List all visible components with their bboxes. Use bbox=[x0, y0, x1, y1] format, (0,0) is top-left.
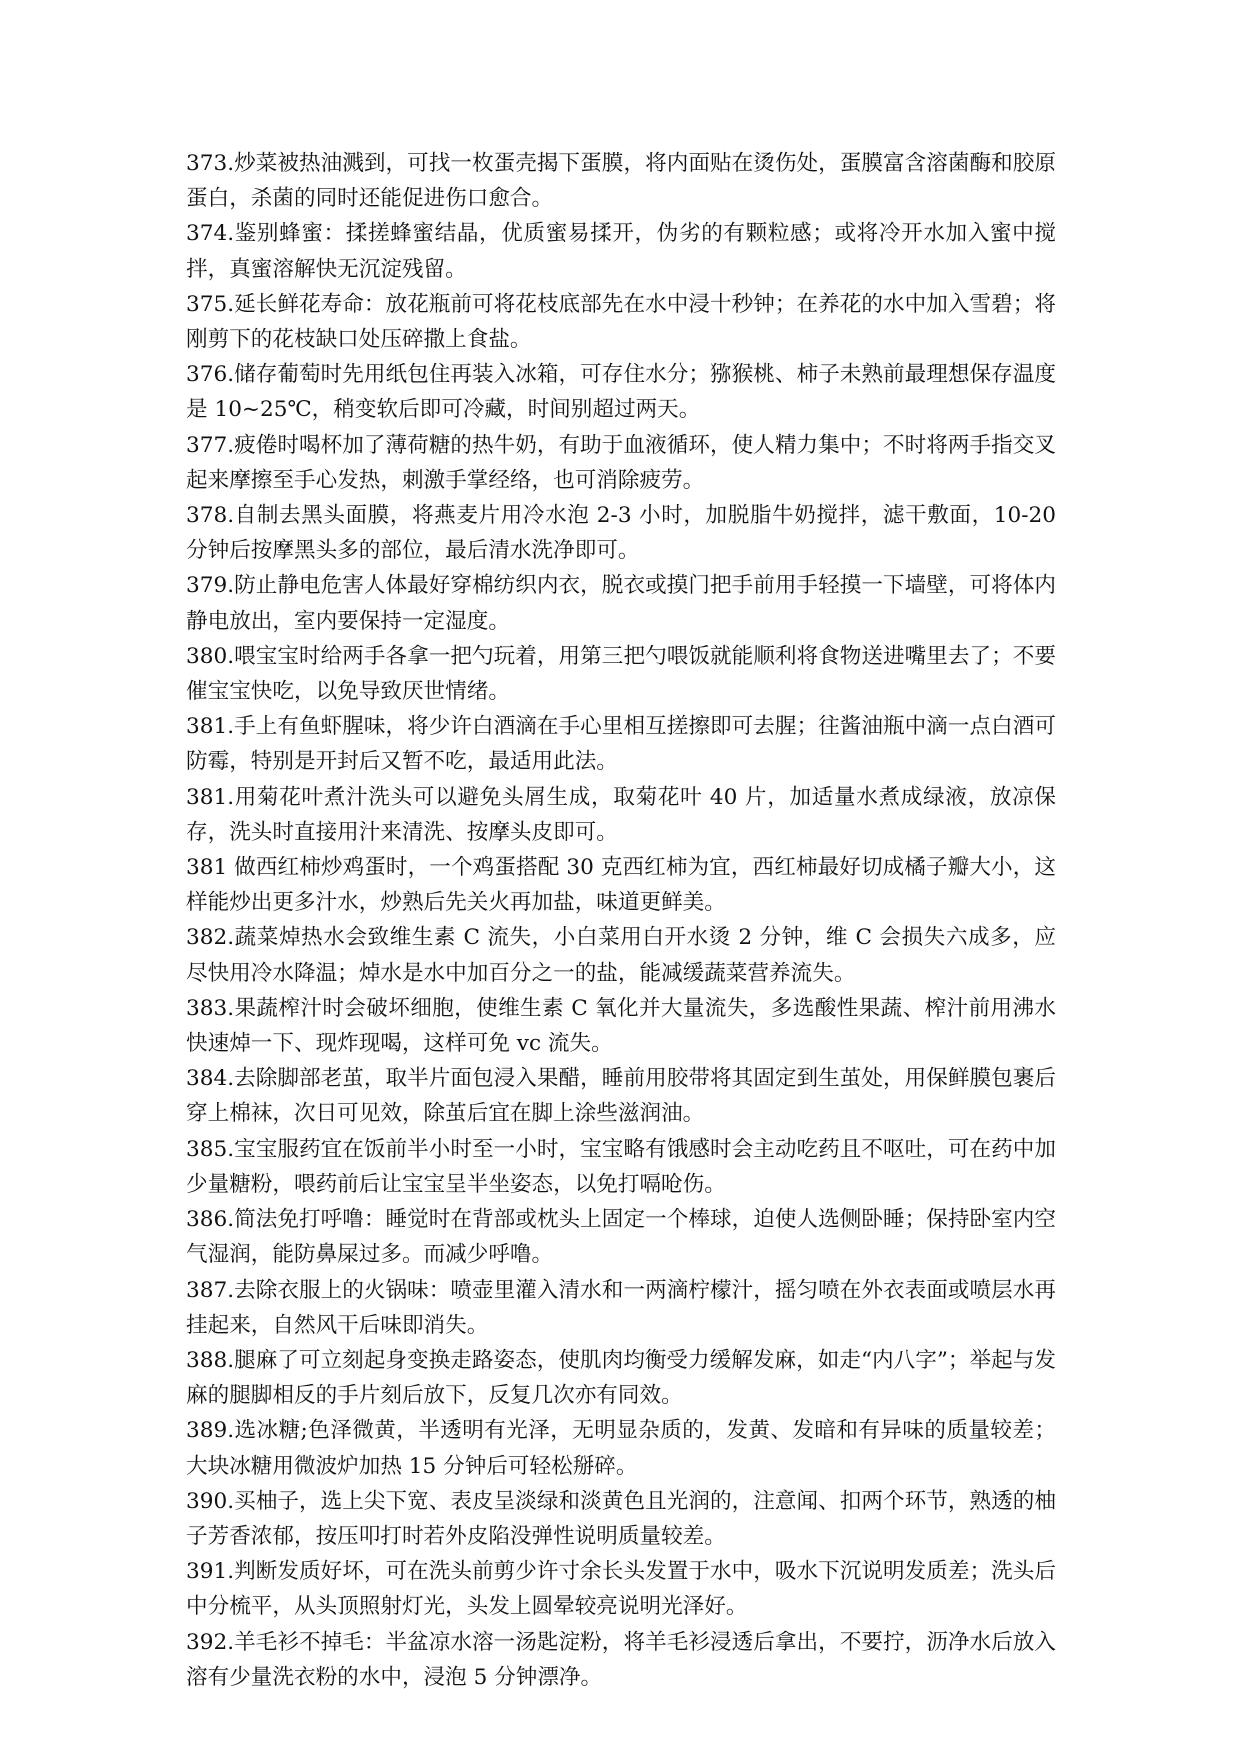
tip-374: 374.鉴别蜂蜜：揉搓蜂蜜结晶，优质蜜易揉开，伪劣的有颗粒感；或将冷开水加入蜜中搅拌，真蜜溶解快无沉淀残留。 bbox=[186, 221, 1056, 282]
tip-373: 373.炒菜被热油溅到，可找一枚蛋壳揭下蛋膜，将内面贴在烫伤处，蛋膜富含溶菌酶和胶原蛋白，杀菌的同时还能促进伤口愈合。 bbox=[186, 151, 1056, 212]
tip-389: 389.选冰糖;色泽微黄，半透明有光泽，无明显杂质的，发黄、发暗和有异味的质量较差；大块冰糖用微波炉加热 15 分钟后可轻松掰碎。 bbox=[186, 1418, 1056, 1479]
tip-378: 378.自制去黑头面膜，将燕麦片用冷水泡 2-3 小时，加脱脂牛奶搅拌，滤干敷面，10-20 分钟后按摩黑头多的部位，最后清水洗净即可。 bbox=[186, 503, 1056, 564]
tip-390: 390.买柚子，选上尖下宽、表皮呈淡绿和淡黄色且光润的，注意闻、扣两个环节，熟透的柚子芳香浓郁，按压叩打时若外皮陷没弹性说明质量较差。 bbox=[186, 1488, 1056, 1549]
tip-387: 387.去除衣服上的火锅味：喷壶里灌入清水和一两滴柠檬汁，摇匀喷在外衣表面或喷层水再挂起来，自然风干后味即消失。 bbox=[186, 1277, 1056, 1338]
tip-381-fish-smell: 381.手上有鱼虾腥味，将少许白酒滴在手心里相互搓擦即可去腥；往酱油瓶中滴一点白酒可防霉，特别是开封后又暂不吃，最适用此法。 bbox=[186, 714, 1056, 775]
tip-380: 380.喂宝宝时给两手各拿一把勺玩着，用第三把勺喂饭就能顺利将食物送进嘴里去了；不要催宝宝快吃，以免导致厌世情绪。 bbox=[186, 643, 1056, 705]
tip-381-chrysanthemum: 381.用菊花叶煮汁洗头可以避免头屑生成，取菊花叶 40 片，加适量水煮成绿液，放凉保存，洗头时直接用汁来清洗、按摩头皮即可。 bbox=[186, 784, 1056, 845]
tip-385: 385.宝宝服药宜在饭前半小时至一小时，宝宝略有饿感时会主动吃药且不呕吐，可在药中加少量糖粉，喂药前后让宝宝呈半坐姿态，以免打嗝呛伤。 bbox=[186, 1136, 1056, 1197]
tip-382: 382.蔬菜焯热水会致维生素 C 流失，小白菜用白开水烫 2 分钟，维 C 会损失六成多，应尽快用冷水降温；焯水是水中加百分之一的盐，能减缓蔬菜营养流失。 bbox=[186, 925, 1056, 986]
tip-379: 379.防止静电危害人体最好穿棉纺织内衣，脱衣或摸门把手前用手轻摸一下墙壁，可将体内静电放出，室内要保持一定湿度。 bbox=[186, 573, 1056, 634]
tip-376: 376.储存葡萄时先用纸包住再装入冰箱，可存住水分；猕猴桃、柿子未熟前最理想保存温度是 10~25℃，稍变软后即可冷藏，时间别超过两天。 bbox=[186, 362, 1056, 423]
tip-377: 377.疲倦时喝杯加了薄荷糖的热牛奶，有助于血液循环，使人精力集中；不时将两手指交叉起来摩擦至手心发热，刺激手掌经络，也可消除疲劳。 bbox=[186, 432, 1056, 493]
tip-384: 384.去除脚部老茧，取半片面包浸入果醋，睡前用胶带将其固定到生茧处，用保鲜膜包裹后穿上棉袜，次日可见效，除茧后宜在脚上涂些滋润油。 bbox=[186, 1066, 1056, 1127]
tip-383: 383.果蔬榨汁时会破坏细胞，使维生素 C 氧化并大量流失，多选酸性果蔬、榨汁前用沸水快速焯一下、现炸现喝，这样可免 vc 流失。 bbox=[186, 995, 1056, 1057]
tip-386: 386.简法免打呼噜：睡觉时在背部或枕头上固定一个棒球，迫使人选侧卧睡；保持卧室内空气湿润，能防鼻屎过多。而减少呼噜。 bbox=[186, 1207, 1056, 1268]
tips-list bbox=[186, 146, 1056, 1695]
tip-388: 388.腿麻了可立刻起身变换走路姿态，使肌肉均衡受力缓解发麻，如走“内八字”；举起与发麻的腿脚相反的手片刻后放下，反复几次亦有同效。 bbox=[186, 1347, 1056, 1409]
tip-381-tomato-egg: 381 做西红柿炒鸡蛋时，一个鸡蛋搭配 30 克西红柿为宜，西红柿最好切成橘子瓣大小，这样能炒出更多汁水，炒熟后先关火再加盐，味道更鲜美。 bbox=[186, 855, 1056, 916]
tip-392: 392.羊毛衫不掉毛：半盆凉水溶一汤匙淀粉，将羊毛衫浸透后拿出，不要拧，沥净水后放入溶有少量洗衣粉的水中，浸泡 5 分钟漂净。 bbox=[186, 1629, 1056, 1690]
tip-391: 391.判断发质好坏，可在洗头前剪少许寸余长头发置于水中，吸水下沉说明发质差；洗头后中分梳平，从头顶照射灯光，头发上圆晕较亮说明光泽好。 bbox=[186, 1559, 1056, 1620]
tip-375: 375.延长鲜花寿命：放花瓶前可将花枝底部先在水中浸十秒钟；在养花的水中加入雪碧；将刚剪下的花枝缺口处压碎撒上食盐。 bbox=[186, 291, 1056, 353]
